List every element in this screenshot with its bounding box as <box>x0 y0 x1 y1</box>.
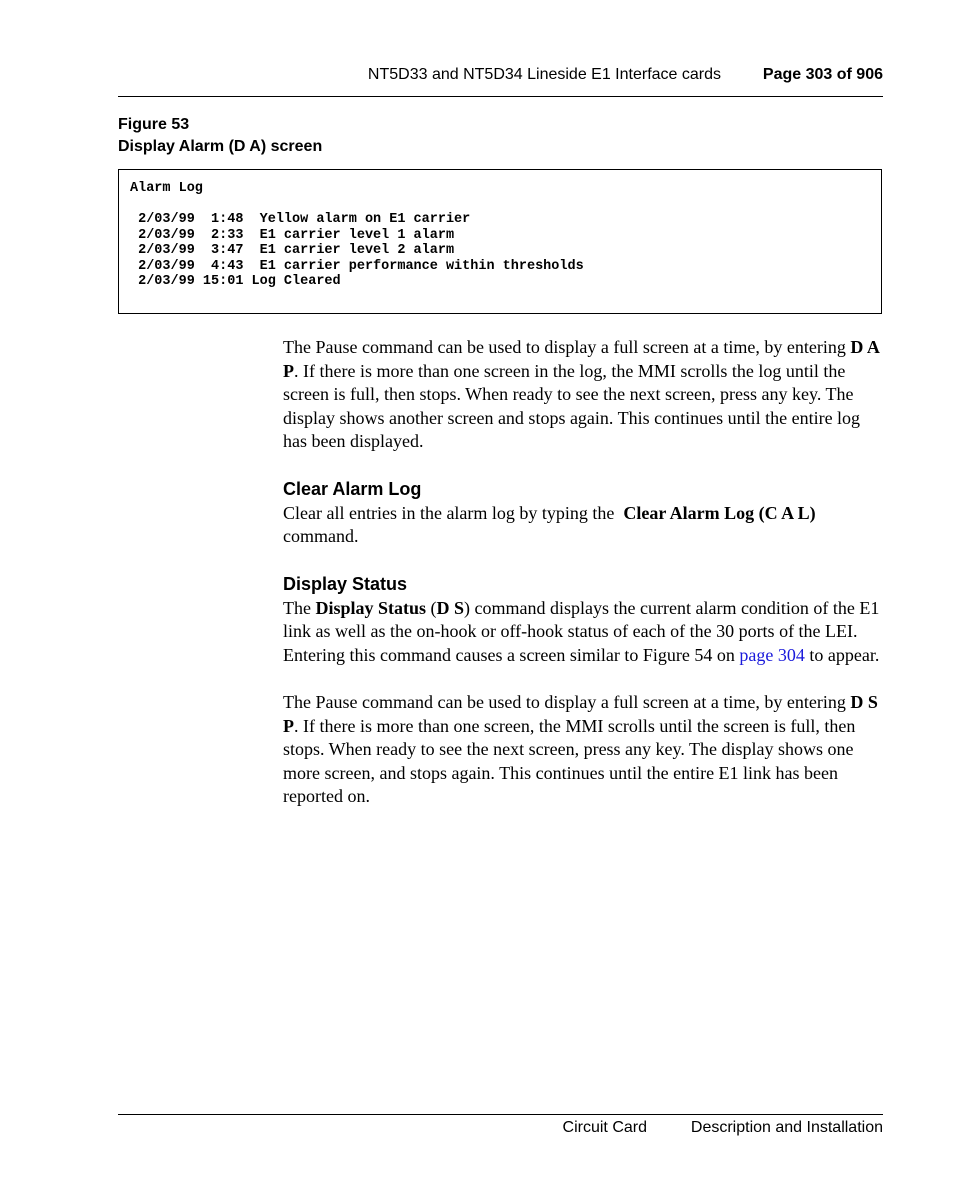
text-run: to appear. <box>804 644 880 665</box>
header-page-number: Page 303 of 906 <box>762 66 883 83</box>
command-dap: D A P <box>283 337 879 381</box>
log-line: 2/03/99 4:43 E1 carrier performance within thresholds <box>130 258 584 274</box>
text-run: command. <box>283 526 359 546</box>
log-line: 2/03/99 1:48 Yellow alarm on E1 carrier <box>130 212 471 227</box>
footer-left: Circuit Card <box>562 1119 647 1136</box>
footer-right: Description and Installation <box>690 1119 883 1136</box>
command-name: Display Status <box>315 597 427 618</box>
log-line: 2/03/99 15:01 Log Cleared <box>130 274 341 289</box>
pause-paragraph-dsp <box>283 691 883 809</box>
page-footer <box>118 1114 883 1145</box>
text-run: Clear all entries in the alarm log by typing the <box>283 502 624 523</box>
display-status-paragraph <box>283 597 883 668</box>
log-line: 2/03/99 3:47 E1 carrier level 2 alarm <box>130 243 455 258</box>
figure-number: Figure 53 <box>118 116 190 133</box>
page-304-link[interactable]: page 304 <box>739 644 805 665</box>
command-cal: Clear Alarm Log (C A L) <box>623 502 816 523</box>
text-run: The Pause command can be used to display a full screen at a time, by entering <box>283 692 851 712</box>
alarm-log-screen <box>118 169 882 314</box>
text-run: . If there is more than one screen, the MMI scrolls until the screen is full, then stops. When ready to see the next screen, press any key. The display shows one more screen, and stops again. This continues until the entire E1 link has been reported on. <box>283 715 856 806</box>
text-run: The <box>283 597 316 618</box>
command-dsp: D S P <box>283 692 878 736</box>
command-ds: D S <box>436 597 465 618</box>
body-column <box>283 336 883 809</box>
pause-paragraph-dap <box>283 336 883 454</box>
text-run: ) command displays the current alarm condition of the E1 link as well as the on-hook or off-hook status of each of the 30 ports of the LEI. Entering this command causes a screen similar to Figure 54 on <box>283 597 880 665</box>
clear-alarm-log-heading: Clear Alarm Log <box>283 478 422 499</box>
screen-heading: Alarm Log <box>130 181 203 196</box>
display-status-heading: Display Status <box>283 573 408 594</box>
header-doc-title: NT5D33 and NT5D34 Lineside E1 Interface cards <box>367 66 721 83</box>
page-header <box>118 62 883 97</box>
figure-title: Display Alarm (D A) screen <box>118 138 323 155</box>
text-run: . If there is more than one screen in the log, the MMI scrolls the log until the screen is full, then stops. When ready to see the next screen, press any key. The display shows another screen and stops again. This continues until the entire log has been displayed. <box>283 360 861 451</box>
clear-alarm-log-paragraph <box>283 502 883 549</box>
text-run: The Pause command can be used to display a full screen at a time, by entering <box>283 337 851 357</box>
screen-text <box>130 181 584 290</box>
figure-caption <box>118 114 322 158</box>
text-run: ( <box>426 597 437 618</box>
log-line: 2/03/99 2:33 E1 carrier level 1 alarm <box>130 227 455 243</box>
